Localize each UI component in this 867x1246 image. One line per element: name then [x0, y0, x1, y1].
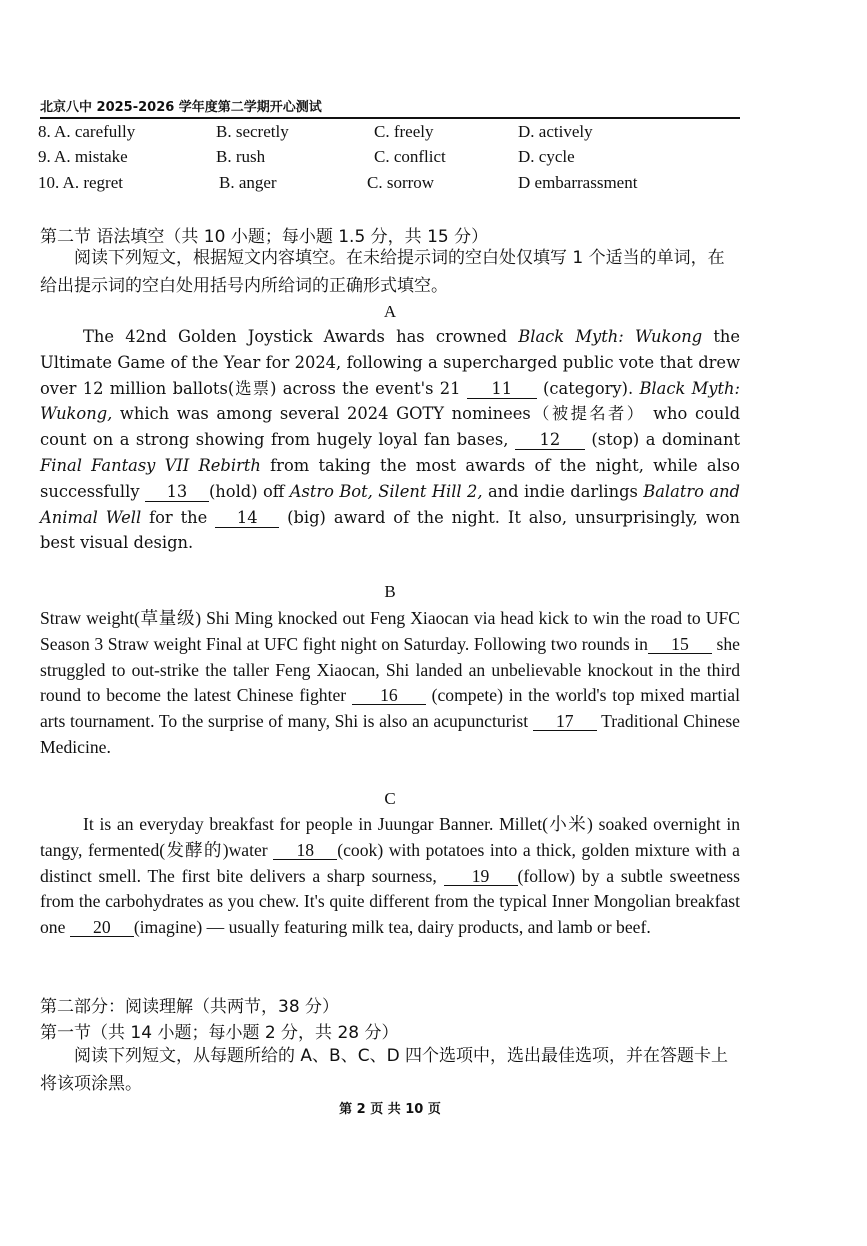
- blank-16: 16: [352, 686, 426, 705]
- passage-a-letter: A: [383, 302, 397, 321]
- option-d: D. actively: [518, 122, 593, 141]
- passage-a: The 42nd Golden Joystick Awards has crowned Black Myth: Wukong the Ultimate Game of the Year for 2024, following a supercharged public vote that drew over 12 million ballots(选票) across the event's 21 11 (category). Black Myth: Wukong, which was among several 2024 GOTY nominees（被提名者） who could count on a strong showing from hugely loyal fan bases, 12 (stop) a dominant Final Fantasy VII Rebirth from taking the most awards of the night, while also successfully 13 (hold) off Astro Bot, Silent Hill 2, and indie darlings Balatro and Animal Well for the 14 (big) award of the night. It also, unsurprisingly, won best visual design.: [40, 327, 741, 553]
- option-a: 9. A. mistake: [38, 147, 128, 166]
- blank-17: 17: [533, 712, 597, 731]
- page-header: 北京八中 2025-2026 学年度第二学期开心测试: [40, 96, 740, 119]
- part-instruction: 阅读下列短文，从每题所给的 A、B、C、D 四个选项中，选出最佳选项，并在答题卡上将该项涂黑。: [40, 1046, 729, 1094]
- option-c: C. freely: [374, 122, 434, 141]
- blank-11: 11: [467, 380, 537, 399]
- option-b: B. anger: [219, 173, 277, 192]
- blank-13: 13: [145, 483, 209, 502]
- option-a: 10. A. regret: [38, 173, 123, 192]
- passage-c-letter: C: [384, 789, 396, 808]
- section-title: 第二节 语法填空（共 10 小题；每小题 1.5 分，共 15 分）: [40, 227, 489, 247]
- passage-c: It is an everyday breakfast for people in Juungar Banner. Millet(小米) soaked overnight in tangy, fermented(发酵的)water 18 (cook) with potatoes into a thick, golden mixture with a distinct smell. The first bite delivers a sharp sourness, 19 (follow) by a subtle sweetness from the carbohydrates as you chew. It's quite different from the typical Inner Mongolian breakfast one 20 (imagine) — usually featuring milk tea, dairy products, and lamb or beef.: [40, 814, 740, 938]
- blank-18: 18: [273, 841, 337, 860]
- option-b: B. rush: [216, 147, 266, 166]
- option-d: D embarrassment: [518, 173, 638, 192]
- passage-b-letter: B: [384, 582, 396, 601]
- part-subtitle: 第一节（共 14 小题；每小题 2 分，共 28 分）: [40, 1023, 399, 1043]
- page-number: 第 2 页 共 10 页: [339, 1102, 441, 1117]
- option-c: C. sorrow: [367, 173, 435, 192]
- blank-20: 20: [70, 918, 134, 937]
- option-d: D. cycle: [518, 147, 575, 166]
- section-instruction: 阅读下列短文，根据短文内容填空。在未给提示词的空白处仅填写 1 个适当的单词，在给出提示词的空白处用括号内所给词的正确形式填空。: [40, 248, 725, 296]
- part-title: 第二部分：阅读理解（共两节，38 分）: [40, 997, 340, 1017]
- option-b: B. secretly: [216, 122, 289, 141]
- option-c: C. conflict: [374, 147, 446, 166]
- passage-b: Straw weight(草量级) Shi Ming knocked out Feng Xiaocan via head kick to win the road to UFC Season 3 Straw weight Final at UFC fight night on Saturday. Following two rounds in 15 she struggled to out-strike the taller Feng Xiaocan, Shi landed an unbelievable knockout in the third round to become the latest Chinese fighter 16 (compete) in the world's top mixed martial arts tournament. To the surprise of many, Shi is also an acupuncturist 17 Traditional Chinese Medicine.: [40, 608, 740, 757]
- blank-19: 19: [444, 867, 518, 886]
- blank-12: 12: [515, 431, 585, 450]
- blank-15: 15: [648, 635, 712, 654]
- option-a: 8. A. carefully: [38, 122, 136, 141]
- blank-14: 14: [215, 509, 279, 528]
